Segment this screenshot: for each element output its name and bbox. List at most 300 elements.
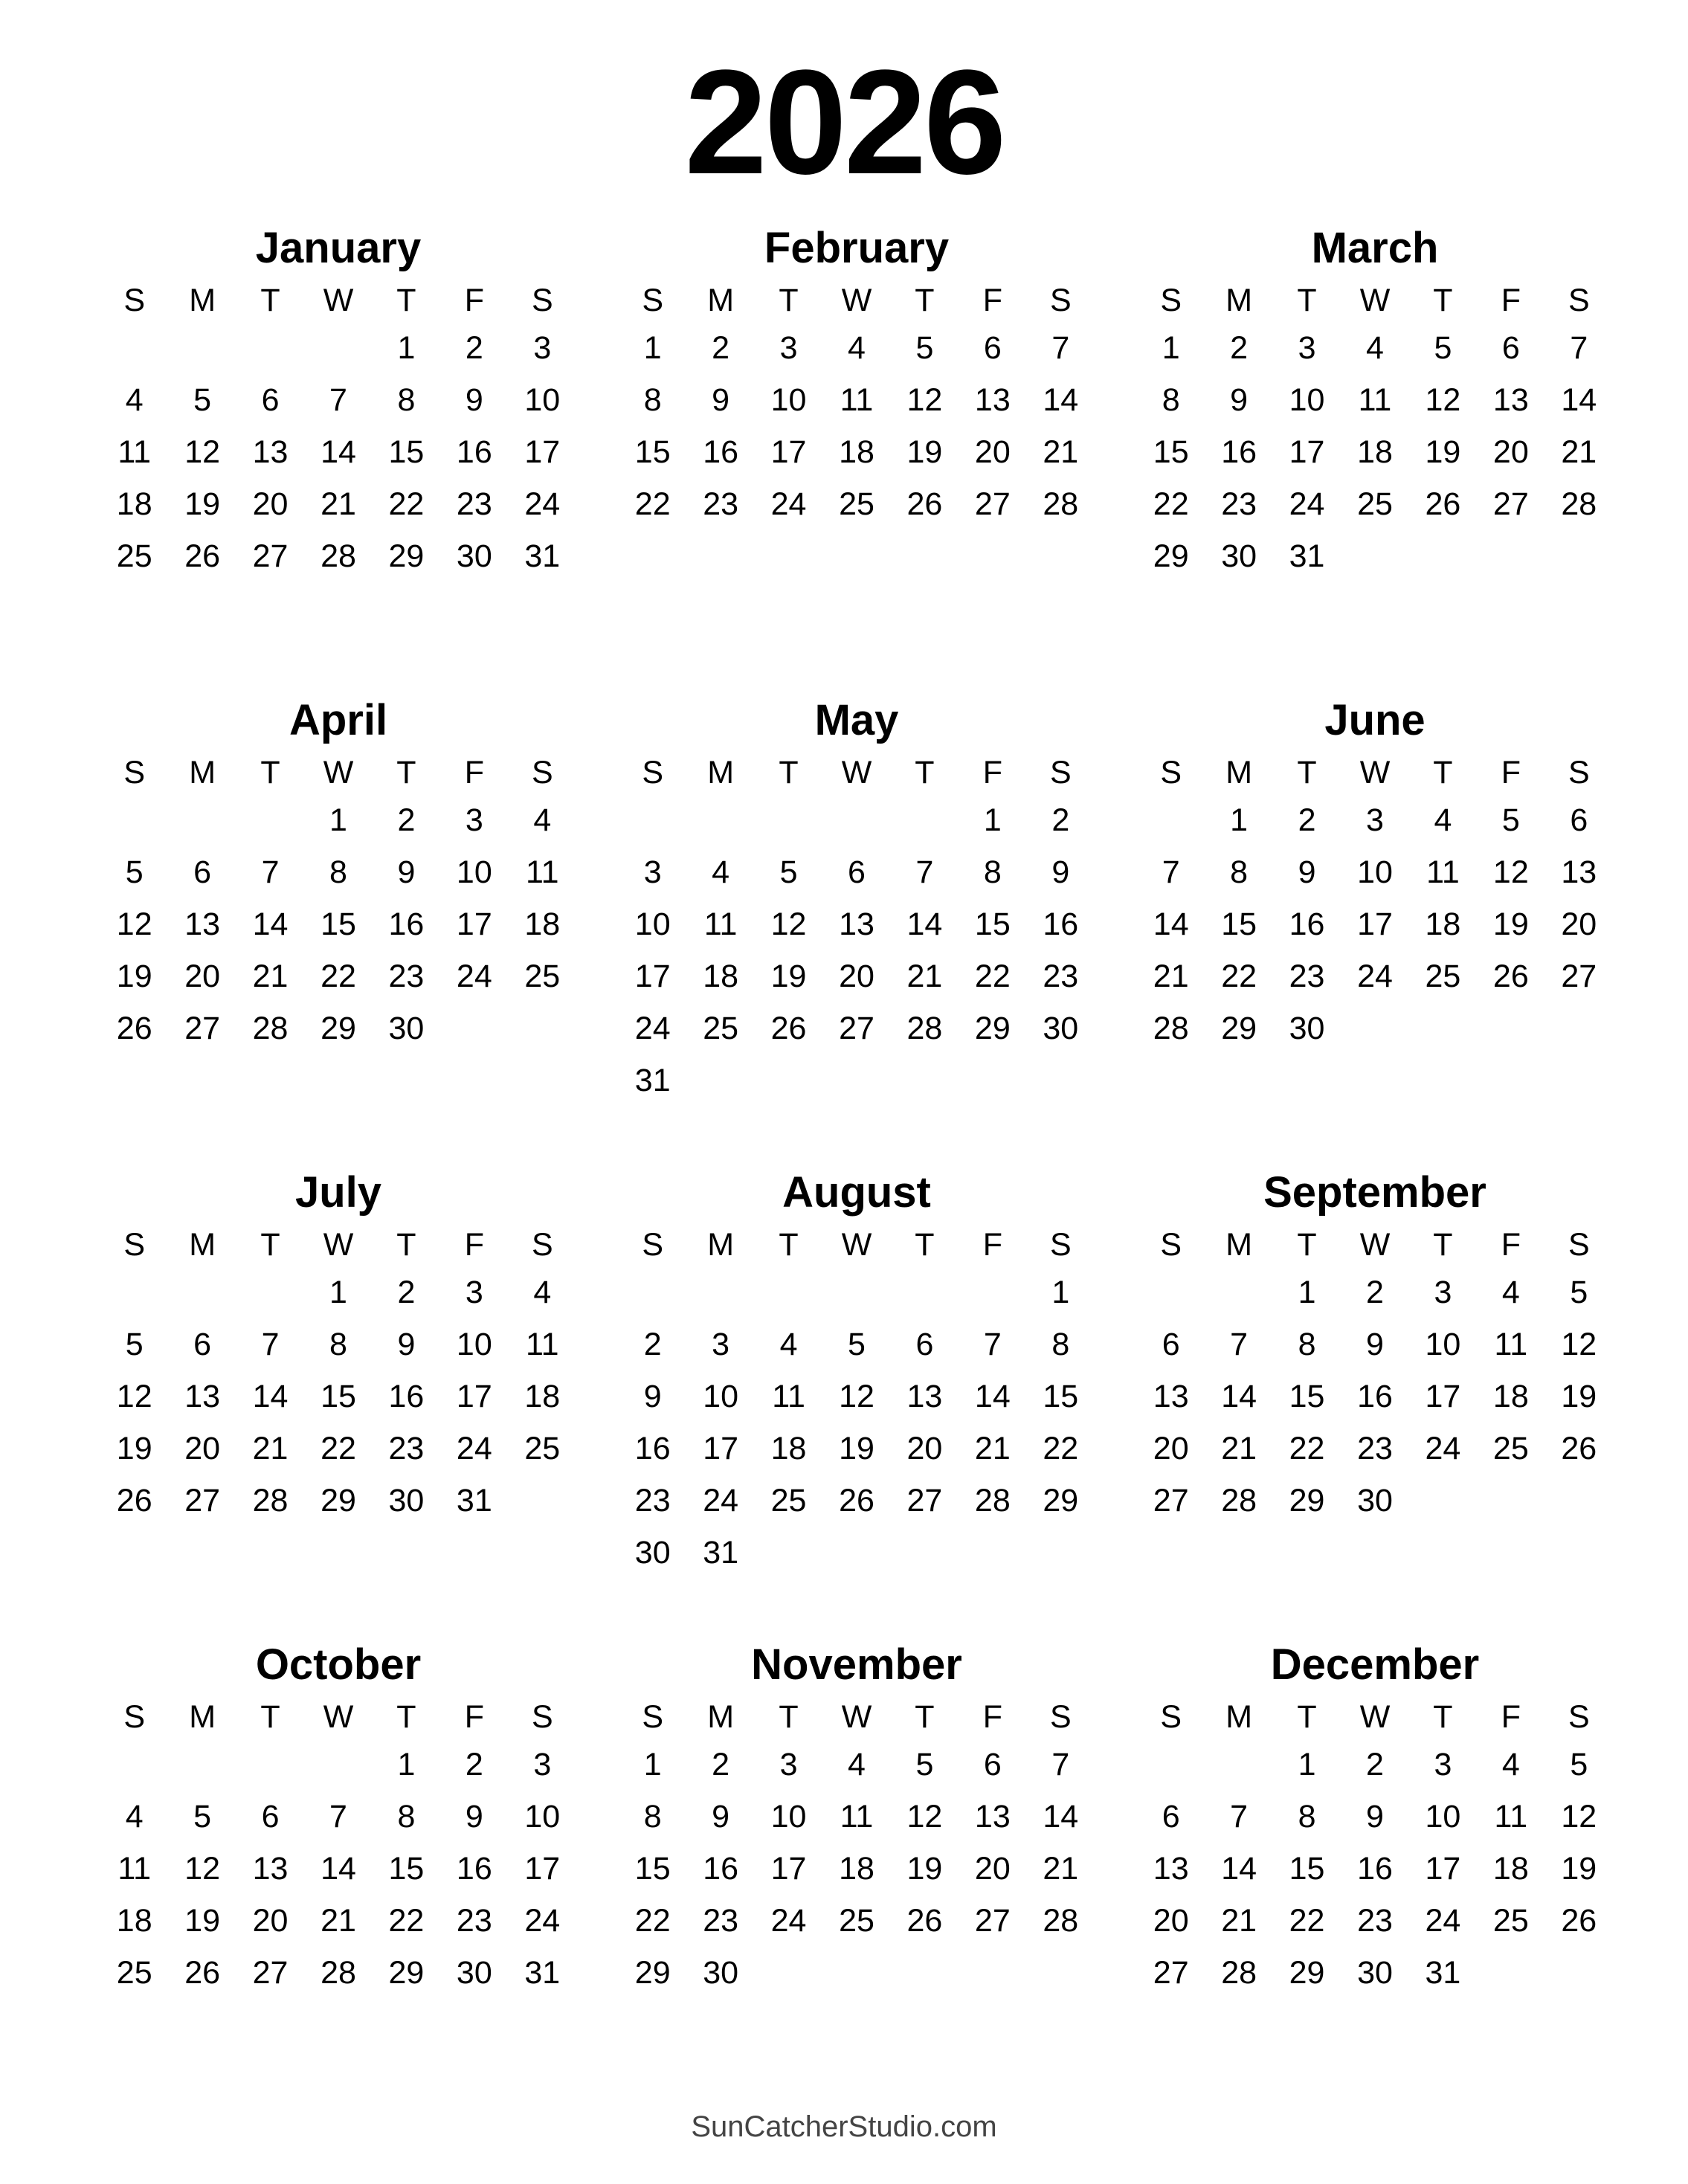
month-july <box>100 1168 576 1527</box>
day-cell: 24 <box>456 959 492 994</box>
day-cell: 13 <box>1561 854 1597 890</box>
day-cell: 16 <box>703 1851 739 1887</box>
day-cell: 1 <box>329 802 347 838</box>
weekday-header: S <box>642 1227 664 1263</box>
day-cell: 19 <box>184 1903 221 1939</box>
weekday-header: T <box>915 1227 935 1263</box>
day-cell: 26 <box>184 1955 221 1991</box>
weekday-header: S <box>123 1699 146 1735</box>
day-cell: 15 <box>1289 1851 1325 1887</box>
weekday-header: S <box>123 283 146 318</box>
day-cell: 11 <box>525 1327 559 1362</box>
day-cell: 16 <box>456 1851 492 1887</box>
day-cell: 6 <box>261 1799 280 1835</box>
day-cell: 24 <box>1425 1431 1461 1466</box>
day-cell: 7 <box>329 382 347 418</box>
day-cell: 10 <box>524 1799 561 1835</box>
month-january <box>100 224 576 582</box>
weekday-header: F <box>464 755 484 790</box>
day-cell: 9 <box>1230 382 1249 418</box>
day-cell: 6 <box>1570 802 1588 838</box>
day-cell: 8 <box>1298 1327 1316 1362</box>
day-cell: 23 <box>1221 486 1257 522</box>
day-cell: 11 <box>840 382 874 418</box>
day-cell: 28 <box>320 1955 356 1991</box>
day-cell: 12 <box>770 906 807 942</box>
day-cell: 25 <box>1492 1431 1529 1466</box>
day-cell: 4 <box>1366 330 1384 366</box>
day-cell: 2 <box>397 802 416 838</box>
day-cell: 25 <box>1425 959 1461 994</box>
day-cell: 25 <box>524 1431 561 1466</box>
day-cell: 20 <box>252 1903 289 1939</box>
day-cell: 20 <box>906 1431 943 1466</box>
month-name: May <box>814 696 899 744</box>
day-cell: 11 <box>117 434 152 470</box>
day-cell: 7 <box>1570 330 1588 366</box>
day-cell: 7 <box>1162 854 1180 890</box>
day-cell: 26 <box>184 538 221 574</box>
day-cell: 17 <box>524 434 561 470</box>
day-cell: 31 <box>524 538 561 574</box>
day-cell: 24 <box>634 1011 671 1046</box>
day-cell: 9 <box>712 382 730 418</box>
day-cell: 11 <box>772 1379 805 1414</box>
day-cell: 28 <box>252 1483 289 1518</box>
day-cell: 25 <box>703 1011 739 1046</box>
day-cell: 20 <box>839 959 874 994</box>
day-cell: 29 <box>320 1011 356 1046</box>
weekday-header: S <box>1568 755 1590 790</box>
month-name: November <box>751 1640 962 1689</box>
empty-day-cell <box>619 1266 686 1318</box>
day-cell: 15 <box>634 1851 671 1887</box>
weekday-header: S <box>531 1227 553 1263</box>
weekday-header: S <box>1568 1227 1590 1263</box>
day-cell: 8 <box>1051 1327 1070 1362</box>
day-cell: 2 <box>1230 330 1249 366</box>
day-cell: 5 <box>125 854 144 890</box>
day-cell: 27 <box>906 1483 943 1518</box>
day-cell: 5 <box>848 1327 866 1362</box>
day-cell: 9 <box>397 1327 416 1362</box>
month-august <box>619 1168 1095 1579</box>
day-cell: 19 <box>116 1431 152 1466</box>
days-grid <box>100 322 576 582</box>
empty-day-cell <box>1205 1739 1272 1791</box>
empty-day-cell <box>1205 1266 1272 1318</box>
empty-day-cell <box>1137 1266 1205 1318</box>
day-cell: 22 <box>1289 1903 1325 1939</box>
day-cell: 16 <box>388 906 425 942</box>
day-cell: 9 <box>1298 854 1316 890</box>
day-cell: 20 <box>1561 906 1597 942</box>
weekday-header: S <box>642 1699 664 1735</box>
day-cell: 17 <box>634 959 671 994</box>
weekday-header: F <box>1501 1227 1521 1263</box>
day-cell: 8 <box>643 382 662 418</box>
weekday-header: T <box>396 1227 416 1263</box>
day-cell: 22 <box>320 1431 356 1466</box>
days-grid <box>619 1739 1095 1999</box>
day-cell: 28 <box>1153 1011 1189 1046</box>
month-june <box>1137 696 1613 1054</box>
day-cell: 24 <box>1425 1903 1461 1939</box>
empty-day-cell <box>755 1266 822 1318</box>
weekday-header: M <box>1225 1699 1253 1735</box>
day-cell: 18 <box>770 1431 807 1466</box>
day-cell: 30 <box>388 1011 425 1046</box>
day-cell: 22 <box>1153 486 1189 522</box>
day-cell: 20 <box>974 1851 1011 1887</box>
day-cell: 5 <box>915 330 934 366</box>
weekday-header: F <box>464 1227 484 1263</box>
weekday-header: F <box>982 283 1002 318</box>
day-cell: 26 <box>770 1011 807 1046</box>
day-cell: 6 <box>983 1747 1002 1782</box>
weekday-header-row <box>100 751 576 794</box>
day-cell: 30 <box>456 1955 492 1991</box>
empty-day-cell <box>822 1266 890 1318</box>
day-cell: 27 <box>974 486 1011 522</box>
day-cell: 16 <box>1357 1379 1393 1414</box>
day-cell: 7 <box>1230 1327 1249 1362</box>
day-cell: 31 <box>703 1535 739 1571</box>
day-cell: 11 <box>1494 1799 1528 1835</box>
day-cell: 21 <box>252 1431 289 1466</box>
day-cell: 6 <box>1501 330 1520 366</box>
day-cell: 7 <box>983 1327 1002 1362</box>
day-cell: 5 <box>193 382 212 418</box>
day-cell: 12 <box>1561 1799 1597 1835</box>
days-grid <box>619 794 1095 1107</box>
weekday-header: W <box>841 1699 872 1735</box>
day-cell: 19 <box>770 959 807 994</box>
day-cell: 10 <box>456 854 492 890</box>
day-cell: 27 <box>1153 1955 1189 1991</box>
day-cell: 23 <box>456 1903 492 1939</box>
day-cell: 12 <box>839 1379 874 1414</box>
day-cell: 18 <box>116 1903 152 1939</box>
day-cell: 1 <box>1298 1275 1316 1310</box>
day-cell: 12 <box>184 1851 221 1887</box>
empty-day-cell <box>686 1266 754 1318</box>
day-cell: 1 <box>1162 330 1180 366</box>
day-cell: 6 <box>915 1327 934 1362</box>
day-cell: 27 <box>974 1903 1011 1939</box>
day-cell: 18 <box>1357 434 1393 470</box>
day-cell: 22 <box>634 1903 671 1939</box>
day-cell: 26 <box>906 486 943 522</box>
day-cell: 8 <box>329 854 347 890</box>
empty-day-cell <box>619 794 686 846</box>
day-cell: 5 <box>1570 1275 1588 1310</box>
weekday-header: S <box>1160 1699 1182 1735</box>
weekday-header: M <box>707 1227 735 1263</box>
day-cell: 23 <box>1043 959 1079 994</box>
day-cell: 15 <box>1221 906 1257 942</box>
day-cell: 26 <box>116 1483 152 1518</box>
day-cell: 29 <box>1153 538 1189 574</box>
weekday-header: S <box>642 283 664 318</box>
weekday-header: S <box>1049 1699 1072 1735</box>
weekday-header: T <box>915 283 935 318</box>
day-cell: 4 <box>848 1747 866 1782</box>
day-cell: 14 <box>1561 382 1597 418</box>
weekday-header: S <box>123 755 146 790</box>
weekday-header: M <box>189 1699 216 1735</box>
day-cell: 27 <box>839 1011 874 1046</box>
day-cell: 19 <box>1425 434 1461 470</box>
day-cell: 28 <box>1221 1483 1257 1518</box>
day-cell: 29 <box>634 1955 671 1991</box>
day-cell: 13 <box>974 382 1011 418</box>
empty-day-cell <box>236 1266 304 1318</box>
month-october <box>100 1640 576 1999</box>
day-cell: 16 <box>703 434 739 470</box>
day-cell: 17 <box>770 1851 807 1887</box>
day-cell: 21 <box>252 959 289 994</box>
day-cell: 28 <box>1043 1903 1079 1939</box>
day-cell: 20 <box>974 434 1011 470</box>
month-name: January <box>255 224 422 272</box>
weekday-header-row <box>619 1223 1095 1266</box>
empty-day-cell <box>168 1266 236 1318</box>
weekday-header: W <box>323 283 354 318</box>
day-cell: 12 <box>1561 1327 1597 1362</box>
empty-day-cell <box>236 1739 304 1791</box>
weekday-header: F <box>982 755 1002 790</box>
month-may <box>619 696 1095 1107</box>
day-cell: 1 <box>397 330 416 366</box>
day-cell: 25 <box>116 538 152 574</box>
day-cell: 19 <box>1561 1851 1597 1887</box>
day-cell: 9 <box>465 1799 483 1835</box>
day-cell: 29 <box>320 1483 356 1518</box>
day-cell: 17 <box>1289 434 1325 470</box>
day-cell: 10 <box>456 1327 492 1362</box>
weekday-header: T <box>1297 1227 1317 1263</box>
day-cell: 10 <box>703 1379 739 1414</box>
weekday-header: F <box>982 1699 1002 1735</box>
day-cell: 15 <box>634 434 671 470</box>
weekday-header-row <box>619 279 1095 322</box>
day-cell: 12 <box>1492 854 1529 890</box>
day-cell: 4 <box>533 802 552 838</box>
day-cell: 27 <box>252 538 289 574</box>
days-grid <box>1137 1266 1613 1527</box>
day-cell: 4 <box>1501 1275 1520 1310</box>
day-cell: 2 <box>1298 802 1316 838</box>
empty-day-cell <box>304 1739 372 1791</box>
days-grid <box>100 1266 576 1527</box>
day-cell: 10 <box>1425 1799 1461 1835</box>
day-cell: 2 <box>465 1747 483 1782</box>
day-cell: 31 <box>524 1955 561 1991</box>
weekday-header: W <box>841 1227 872 1263</box>
day-cell: 6 <box>848 854 866 890</box>
day-cell: 1 <box>1230 802 1249 838</box>
empty-day-cell <box>1137 1739 1205 1791</box>
weekday-header: W <box>1359 1227 1391 1263</box>
weekday-header: T <box>1433 1227 1453 1263</box>
day-cell: 1 <box>1051 1275 1070 1310</box>
day-cell: 23 <box>388 1431 425 1466</box>
day-cell: 4 <box>533 1275 552 1310</box>
day-cell: 15 <box>320 906 356 942</box>
month-name: July <box>294 1168 382 1217</box>
days-grid <box>1137 322 1613 582</box>
day-cell: 26 <box>1425 486 1461 522</box>
day-cell: 4 <box>125 382 144 418</box>
day-cell: 24 <box>1357 959 1393 994</box>
days-grid <box>1137 794 1613 1054</box>
day-cell: 21 <box>1221 1431 1257 1466</box>
day-cell: 9 <box>465 382 483 418</box>
day-cell: 8 <box>643 1799 662 1835</box>
day-cell: 16 <box>456 434 492 470</box>
month-name: September <box>1263 1168 1486 1217</box>
day-cell: 12 <box>906 382 943 418</box>
day-cell: 15 <box>974 906 1011 942</box>
day-cell: 6 <box>983 330 1002 366</box>
day-cell: 11 <box>525 854 559 890</box>
day-cell: 23 <box>388 959 425 994</box>
weekday-header: F <box>1501 1699 1521 1735</box>
weekday-header: M <box>189 283 216 318</box>
days-grid <box>100 794 576 1054</box>
day-cell: 18 <box>839 1851 874 1887</box>
day-cell: 14 <box>1043 382 1079 418</box>
day-cell: 30 <box>456 538 492 574</box>
weekday-header: F <box>1501 283 1521 318</box>
day-cell: 22 <box>1043 1431 1079 1466</box>
day-cell: 16 <box>1289 906 1325 942</box>
empty-day-cell <box>168 1739 236 1791</box>
weekday-header: S <box>1049 755 1072 790</box>
day-cell: 7 <box>1051 1747 1070 1782</box>
day-cell: 20 <box>184 1431 221 1466</box>
day-cell: 27 <box>1492 486 1529 522</box>
month-name: March <box>1311 224 1439 272</box>
weekday-header: S <box>1160 755 1182 790</box>
weekday-header: S <box>1049 283 1072 318</box>
day-cell: 29 <box>1289 1483 1325 1518</box>
weekday-header: S <box>531 283 553 318</box>
footer-website: SunCatcherStudio.com <box>691 2110 997 2143</box>
day-cell: 30 <box>634 1535 671 1571</box>
day-cell: 9 <box>397 854 416 890</box>
day-cell: 22 <box>388 486 425 522</box>
day-cell: 17 <box>1357 906 1393 942</box>
weekday-header: W <box>841 283 872 318</box>
day-cell: 14 <box>1221 1379 1257 1414</box>
month-name: June <box>1324 696 1426 744</box>
day-cell: 24 <box>524 486 561 522</box>
empty-day-cell <box>891 794 959 846</box>
day-cell: 1 <box>643 330 662 366</box>
weekday-header: T <box>260 755 280 790</box>
day-cell: 5 <box>193 1799 212 1835</box>
empty-day-cell <box>236 794 304 846</box>
weekday-header: T <box>260 1699 280 1735</box>
day-cell: 17 <box>456 1379 492 1414</box>
day-cell: 24 <box>770 1903 807 1939</box>
day-cell: 16 <box>388 1379 425 1414</box>
day-cell: 3 <box>779 1747 798 1782</box>
day-cell: 10 <box>634 906 671 942</box>
day-cell: 31 <box>634 1063 671 1098</box>
day-cell: 15 <box>320 1379 356 1414</box>
weekday-header: T <box>779 283 799 318</box>
day-cell: 3 <box>1434 1747 1452 1782</box>
day-cell: 10 <box>1425 1327 1461 1362</box>
day-cell: 18 <box>116 486 152 522</box>
day-cell: 22 <box>634 486 671 522</box>
weekday-header: T <box>396 1699 416 1735</box>
day-cell: 29 <box>1289 1955 1325 1991</box>
day-cell: 21 <box>1043 434 1079 470</box>
day-cell: 26 <box>1561 1431 1597 1466</box>
days-grid <box>619 1266 1095 1579</box>
day-cell: 25 <box>524 959 561 994</box>
weekday-header: T <box>260 1227 280 1263</box>
day-cell: 15 <box>1043 1379 1079 1414</box>
day-cell: 3 <box>712 1327 730 1362</box>
day-cell: 23 <box>1357 1903 1393 1939</box>
weekday-header: M <box>707 283 735 318</box>
day-cell: 3 <box>1298 330 1316 366</box>
day-cell: 12 <box>116 906 152 942</box>
weekday-header: T <box>1297 1699 1317 1735</box>
weekday-header: S <box>1160 283 1182 318</box>
day-cell: 25 <box>770 1483 807 1518</box>
day-cell: 5 <box>125 1327 144 1362</box>
day-cell: 2 <box>1366 1747 1384 1782</box>
month-december <box>1137 1640 1613 1999</box>
weekday-header: M <box>189 1227 216 1263</box>
month-april <box>100 696 576 1054</box>
weekday-header: T <box>396 283 416 318</box>
month-november <box>619 1640 1095 1999</box>
day-cell: 1 <box>983 802 1002 838</box>
empty-day-cell <box>100 794 168 846</box>
day-cell: 13 <box>974 1799 1011 1835</box>
day-cell: 12 <box>116 1379 152 1414</box>
day-cell: 12 <box>906 1799 943 1835</box>
day-cell: 23 <box>634 1483 671 1518</box>
weekday-header-row <box>100 1695 576 1739</box>
day-cell: 21 <box>1153 959 1189 994</box>
day-cell: 7 <box>261 854 280 890</box>
day-cell: 8 <box>397 382 416 418</box>
day-cell: 8 <box>397 1799 416 1835</box>
day-cell: 29 <box>388 1955 425 1991</box>
day-cell: 4 <box>848 330 866 366</box>
day-cell: 4 <box>779 1327 798 1362</box>
day-cell: 14 <box>906 906 943 942</box>
day-cell: 11 <box>1494 1327 1528 1362</box>
day-cell: 28 <box>1221 1955 1257 1991</box>
day-cell: 23 <box>456 486 492 522</box>
day-cell: 7 <box>261 1327 280 1362</box>
day-cell: 14 <box>320 434 356 470</box>
weekday-header: T <box>915 1699 935 1735</box>
day-cell: 14 <box>320 1851 356 1887</box>
day-cell: 9 <box>712 1799 730 1835</box>
day-cell: 13 <box>906 1379 943 1414</box>
empty-day-cell <box>100 322 168 374</box>
